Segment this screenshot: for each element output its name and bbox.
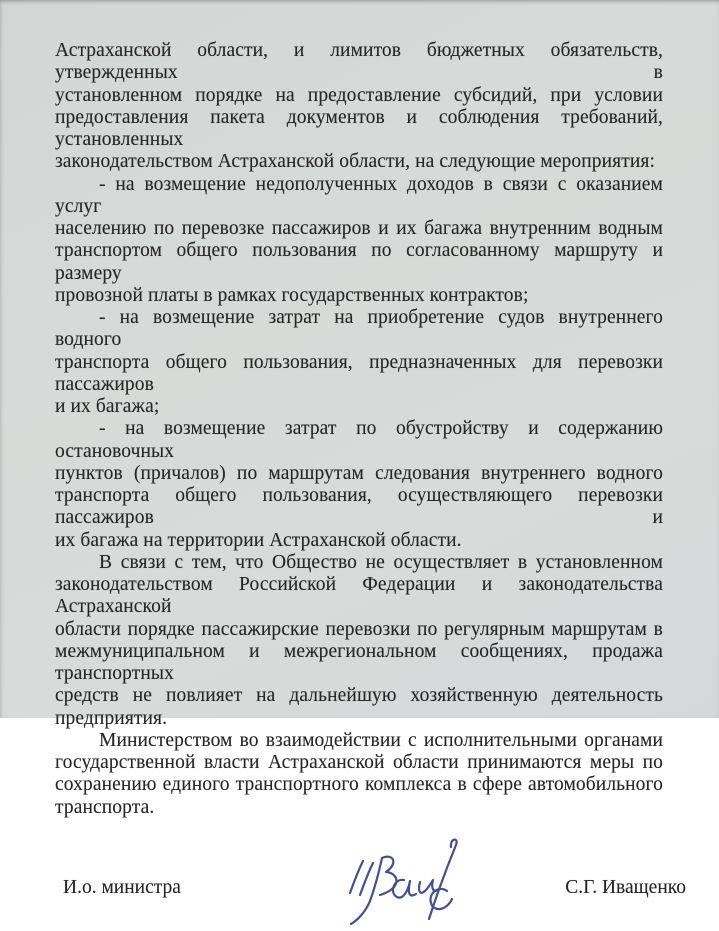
paragraph (55, 174, 663, 308)
signer-position: И.о. министра (63, 876, 181, 898)
text-line: государственной власти Астраханской области принимаются меры по (55, 752, 663, 773)
text-line: транспортом общего пользования по согласованному маршруту и размеру (55, 240, 663, 284)
text-line: провозной платы в рамках государственных контрактов; (55, 284, 529, 306)
text-line: установленном порядке на предоставление субсидий, при условии (55, 84, 663, 106)
text-line: В связи с тем, что Общество не осуществляет в установленном (99, 551, 663, 573)
paragraph (55, 552, 663, 730)
text-line: средств не повлияет на дальнейшую хозяйственную деятельность (55, 685, 663, 707)
paragraph (55, 730, 663, 819)
text-line: законодательством Российской Федерации и законодательства Астраханской (55, 574, 663, 618)
signature-block (0, 877, 719, 899)
text-line: предоставления пакета документов и соблюдения требований, установленных (55, 106, 663, 150)
text-line: транспорта общего пользования, осуществляющего перевозки пассажиров и (55, 485, 663, 529)
text-line: и их багажа; (55, 396, 160, 417)
text-line: Министерством во взаимодействии с исполнительными органами (99, 729, 663, 751)
text-line: сохранению единого транспортного комплекса в сфере автомобильного (55, 774, 663, 796)
handwritten-signature-icon (328, 831, 468, 931)
text-line: предприятия. (55, 707, 168, 729)
text-line: транспорта. (55, 796, 155, 818)
text-line: - на возмещение затрат на приобретение судов внутреннего водного (55, 307, 663, 351)
text-line: межмуниципальном и межрегиональном сообщениях, продажа транспортных (55, 640, 663, 684)
text-line: законодательством Астраханской области, на следующие мероприятия: (55, 151, 655, 173)
text-line: области порядке пассажирские перевозки по регулярным маршрутам в (55, 618, 663, 640)
text-line: - на возмещение недополученных доходов в связи с оказанием услуг (55, 173, 663, 217)
paragraph (55, 40, 663, 174)
text-line: их багажа на территории Астраханской области. (55, 529, 462, 551)
text-line: транспорта общего пользования, предназначенных для перевозки пассажиров (55, 351, 663, 395)
text-line: Астраханской области, и лимитов бюджетных обязательств, утвержденных в (55, 40, 663, 84)
paragraph (55, 307, 663, 418)
text-line: - на возмещение затрат по обустройству и содержанию остановочных (55, 418, 663, 462)
paragraph (55, 418, 663, 552)
text-line: пунктов (причалов) по маршрутам следования внутреннего водного (55, 462, 663, 484)
signer-name: С.Г. Иващенко (565, 876, 686, 898)
text-line: населению по перевозке пассажиров и их багажа внутренним водным (55, 218, 663, 239)
